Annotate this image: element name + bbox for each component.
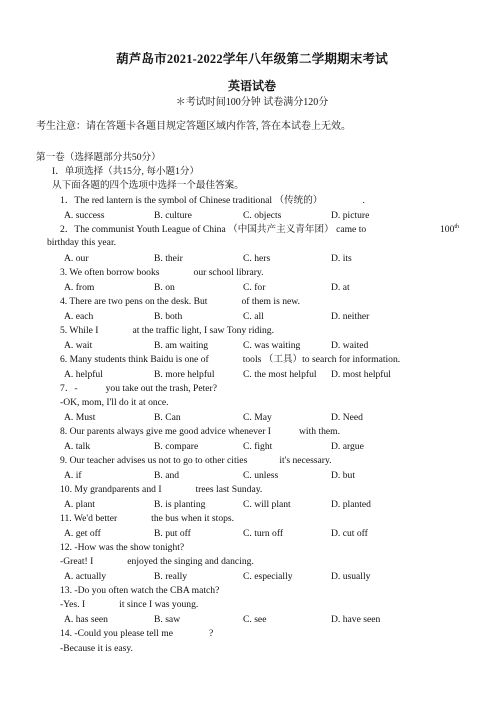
option-b[interactable]: B. both <box>154 311 183 322</box>
stem-text: 5. While I <box>60 325 99 336</box>
section-heading: I．单项选择（共15分, 每小题1分） <box>52 166 200 177</box>
stem-text: the bus when it stops. <box>151 513 235 524</box>
option-d[interactable]: D. at <box>331 282 350 293</box>
option-a[interactable]: A. helpful <box>64 369 103 380</box>
stem-text: 6. Many students think Baidu is one of <box>60 354 209 365</box>
option-b[interactable]: B. really <box>154 571 188 582</box>
option-d[interactable]: D. most helpful <box>331 369 391 380</box>
question-stem <box>60 513 234 525</box>
option-c[interactable]: C. was waiting <box>243 340 301 351</box>
option-d[interactable]: D. cut off <box>331 528 368 539</box>
option-c[interactable]: C. the most helpful <box>243 369 317 380</box>
option-d[interactable]: D. but <box>331 470 355 481</box>
option-a[interactable]: A. each <box>64 311 94 322</box>
stem-continuation: birthday this year. <box>47 237 117 248</box>
stem-text: 1．The red lantern is the symbol of Chinese traditional （传统的） <box>60 195 323 206</box>
ordinal-number: 100 <box>440 224 455 235</box>
option-d[interactable]: D. waited <box>331 340 369 351</box>
option-c[interactable]: C. will plant <box>243 499 291 510</box>
ordinal-suffix: th <box>454 223 460 230</box>
stem-text: ? <box>208 628 214 639</box>
stem-text: it's necessary. <box>279 455 332 466</box>
stem-text: -Yes. I <box>60 599 86 610</box>
ordinal <box>440 224 459 236</box>
question-stem: 12. -How was the show tonight? <box>60 542 185 553</box>
question-stem <box>60 628 213 640</box>
option-a[interactable]: A. success <box>64 210 105 221</box>
stem-text: 14. -Could you please tell me <box>60 628 173 639</box>
stem-text: -Great! I <box>60 556 94 567</box>
option-c[interactable]: C. unless <box>243 470 279 481</box>
stem-text: trees last Sunday. <box>195 484 263 495</box>
option-b[interactable]: B. more helpful <box>154 369 215 380</box>
option-a[interactable]: A. actually <box>64 571 107 582</box>
option-b[interactable]: B. their <box>154 253 183 264</box>
question-stem <box>60 195 365 207</box>
candidate-notice: 考生注意：请在答题卡各题目规定答题区域内作答, 答在本试卷上无效。 <box>36 121 351 132</box>
option-b[interactable]: B. on <box>154 282 175 293</box>
option-b[interactable]: B. am waiting <box>154 340 209 351</box>
option-b[interactable]: B. is planting <box>154 499 206 510</box>
stem-text: 7．- <box>60 383 78 394</box>
stem-text: with them. <box>299 426 341 437</box>
option-a[interactable]: A. talk <box>64 441 91 452</box>
stem-continuation <box>60 599 198 611</box>
stem-text: of them is new. <box>241 296 300 307</box>
part-title: 第一卷（选择题部分共50分） <box>36 152 161 163</box>
option-b[interactable]: B. saw <box>154 614 181 625</box>
stem-text: our school library. <box>193 267 264 278</box>
exam-title: 葫芦岛市2021-2022学年八年级第二学期期末考试 <box>116 52 388 66</box>
option-d[interactable]: D. neither <box>331 311 370 322</box>
subject-title: 英语试卷 <box>227 79 276 93</box>
stem-text: enjoyed the singing and dancing. <box>127 556 254 567</box>
option-a[interactable]: A. if <box>64 470 82 481</box>
option-c[interactable]: C. turn off <box>243 528 284 539</box>
stem-text: 9. Our teacher advises us not to go to other cities <box>60 455 248 466</box>
option-c[interactable]: C. especially <box>243 571 293 582</box>
option-c[interactable]: C. May <box>243 412 272 423</box>
question-stem <box>60 354 400 366</box>
option-a[interactable]: A. has seen <box>64 614 108 625</box>
stem-continuation <box>60 556 254 568</box>
stem-text: 4. There are two pens on the desk. But <box>60 296 208 307</box>
option-d[interactable]: D. planted <box>331 499 371 510</box>
option-d[interactable]: D. have seen <box>331 614 381 625</box>
exam-info: ＊考试时间100分钟 试卷满分120分 <box>175 97 329 108</box>
stem-text: . <box>362 195 365 206</box>
option-c[interactable]: C. objects <box>243 210 282 221</box>
question-stem: 13. -Do you often watch the CBA match? <box>60 585 220 596</box>
stem-continuation: -OK, mom, I'll do it at once. <box>60 397 169 408</box>
option-c[interactable]: C. all <box>243 311 264 322</box>
option-d[interactable]: D. usually <box>331 571 371 582</box>
option-a[interactable]: A. get off <box>64 528 101 539</box>
stem-text: tools （工具）to search for information. <box>242 354 401 365</box>
option-c[interactable]: C. fight <box>243 441 273 452</box>
question-stem <box>60 455 332 467</box>
question-stem <box>60 267 264 279</box>
question-stem <box>60 484 262 496</box>
option-d[interactable]: D. picture <box>331 210 370 221</box>
option-a[interactable]: A. our <box>64 253 89 264</box>
option-c[interactable]: C. see <box>243 614 267 625</box>
option-a[interactable]: A. Must <box>64 412 96 423</box>
option-c[interactable]: C. for <box>243 282 266 293</box>
stem-text: 8. Our parents always give me good advice whenever I <box>60 426 271 437</box>
option-a[interactable]: A. from <box>64 282 95 293</box>
option-d[interactable]: D. its <box>331 253 352 264</box>
option-c[interactable]: C. hers <box>243 253 271 264</box>
option-a[interactable]: A. plant <box>64 499 95 510</box>
section-instruction: 从下面各题的四个选项中选择一个最佳答案。 <box>52 180 244 191</box>
stem-text: it since I was young. <box>119 599 199 610</box>
option-b[interactable]: B. culture <box>154 210 192 221</box>
stem-text: 3. We often borrow books <box>60 267 160 278</box>
question-stem <box>60 224 366 236</box>
question-stem <box>60 383 217 395</box>
option-b[interactable]: B. and <box>154 470 180 481</box>
stem-continuation: -Because it is easy. <box>60 643 133 654</box>
option-b[interactable]: B. put off <box>154 528 191 539</box>
stem-text: 11. We'd better <box>60 513 118 524</box>
option-a[interactable]: A. wait <box>64 340 93 351</box>
question-stem <box>60 325 274 337</box>
question-stem <box>60 296 300 308</box>
stem-text: 10. My grandparents and I <box>60 484 162 495</box>
stem-text: you take out the trash, Peter? <box>105 383 217 394</box>
option-b[interactable]: B. Can <box>154 412 181 423</box>
option-d[interactable]: D. argue <box>331 441 364 452</box>
option-b[interactable]: B. compare <box>154 441 199 452</box>
option-d[interactable]: D. Need <box>331 412 363 423</box>
stem-text: 2．The communist Youth League of China （中国共产主义青年团） came to <box>60 224 367 235</box>
question-stem <box>60 426 340 438</box>
stem-text: at the traffic light, I saw Tony riding. <box>132 325 274 336</box>
